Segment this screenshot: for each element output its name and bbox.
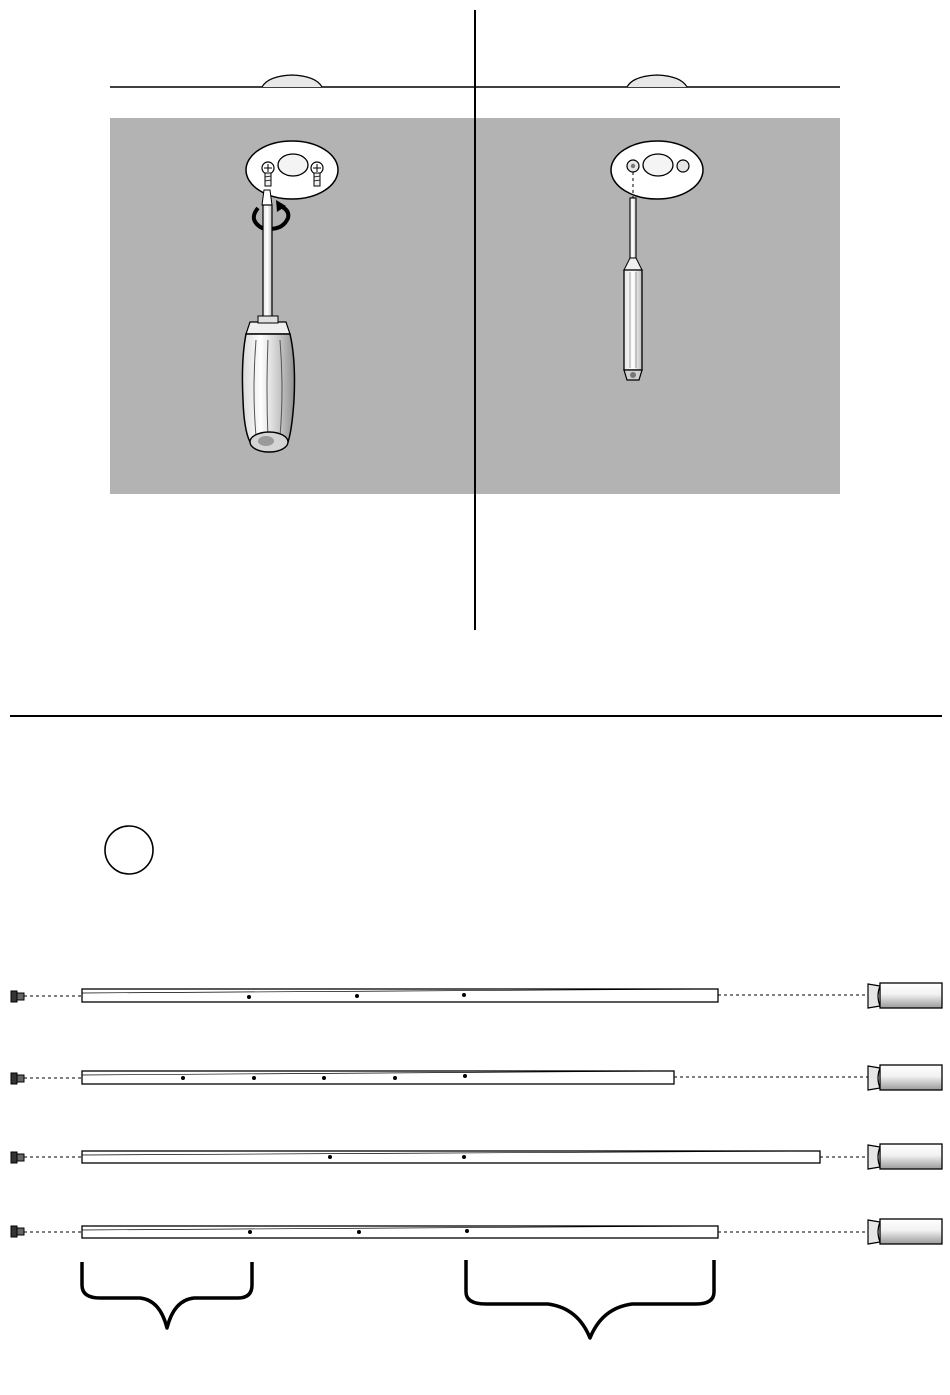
rail-hole xyxy=(355,994,359,998)
cap-icon xyxy=(868,1065,942,1090)
cap-icon xyxy=(868,1144,942,1169)
set-screw-icon xyxy=(677,160,689,172)
step-marker xyxy=(105,826,153,874)
rail-hole xyxy=(462,1155,466,1159)
rail-assembly xyxy=(11,1144,942,1169)
screw-icon xyxy=(11,1226,24,1237)
screw-icon xyxy=(11,991,24,1002)
step-circle-icon xyxy=(105,826,153,874)
rail-hole xyxy=(463,1074,467,1078)
flange-center-hole xyxy=(278,154,308,176)
dome-left xyxy=(262,75,322,87)
rail-hole xyxy=(465,1229,469,1233)
left-brace-icon xyxy=(82,1262,252,1328)
rail-assembly xyxy=(11,1219,942,1244)
rail-hole xyxy=(393,1076,397,1080)
rail-hole xyxy=(322,1076,326,1080)
rail-hole xyxy=(181,1076,185,1080)
rail-hole xyxy=(328,1155,332,1159)
rail-hole xyxy=(357,1230,361,1234)
cap-icon xyxy=(868,983,942,1008)
dome-right xyxy=(627,75,687,87)
right-brace-icon xyxy=(466,1260,714,1338)
screw-icon xyxy=(11,1152,24,1163)
screw-icon xyxy=(11,1073,24,1084)
rail-assembly xyxy=(11,1065,942,1090)
cap-icon xyxy=(868,1219,942,1244)
rail-hole xyxy=(252,1076,256,1080)
top-section xyxy=(110,10,840,630)
flange-center-hole xyxy=(643,154,673,176)
rail-hole xyxy=(247,995,251,999)
rail-assembly xyxy=(11,983,942,1008)
rail-hole xyxy=(248,1230,252,1234)
rail-hole xyxy=(462,993,466,997)
